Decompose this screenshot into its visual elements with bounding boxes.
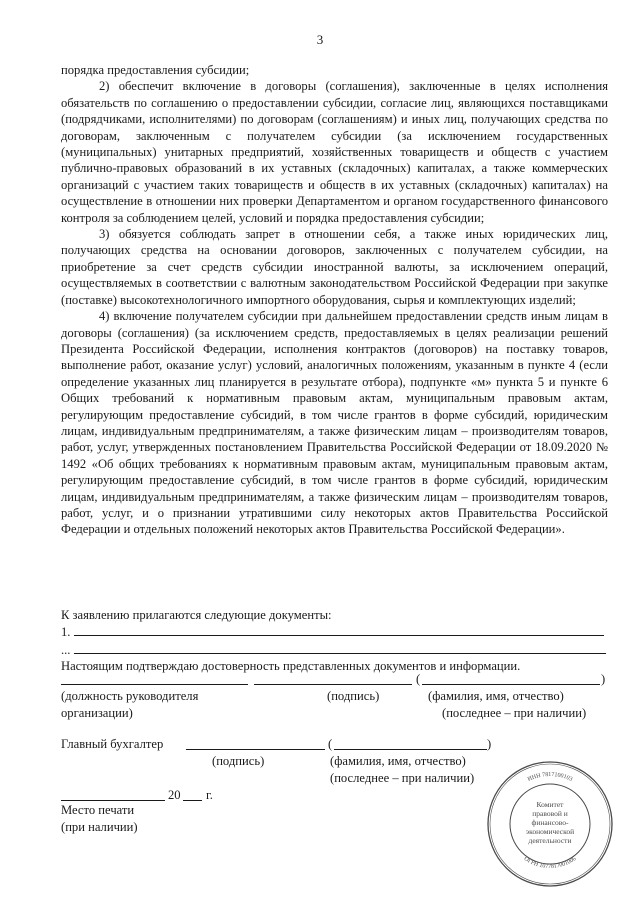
accountant-name-label: (фамилия, имя, отчество): [330, 754, 466, 768]
organization-stamp: [486, 760, 614, 888]
accountant-name-line: [334, 749, 487, 750]
confirmation-text: Настоящим подтверждаю достоверность представленных документов и информации.: [61, 659, 521, 674]
head-name-close-paren: ): [601, 672, 606, 686]
date-year-prefix: 20: [168, 788, 181, 802]
seal-note: (при наличии): [61, 820, 138, 834]
stamp-line-1: Комитет: [536, 800, 564, 809]
accountant-label: Главный бухгалтер: [61, 737, 164, 751]
attachment-number: 1.: [61, 625, 71, 640]
page-number: 3: [316, 32, 324, 47]
accountant-close-paren: ): [487, 737, 492, 751]
date-year-line: [183, 800, 202, 801]
stamp-line-3: финансово-: [531, 818, 569, 827]
attachment-item-1: [61, 623, 608, 640]
accountant-sign-label: (подпись): [212, 754, 265, 768]
stamp-line-2: правовой и: [532, 809, 568, 818]
position-label: (должность руководителя: [61, 689, 199, 703]
attachments-section: [61, 607, 608, 675]
accountant-open-paren: (: [328, 737, 333, 751]
stamp-line-5: деятельности: [528, 836, 572, 845]
attachment-ellipsis-line: [74, 641, 606, 654]
stamp-ogrn: ОГРН 1077817001006: [522, 856, 578, 871]
body-text: [61, 62, 608, 538]
head-signature-line: [254, 684, 412, 685]
seal-label: Место печати: [61, 803, 135, 817]
paragraph-continuation: порядка предоставления субсидии;: [61, 63, 250, 77]
date-year-suffix: г.: [206, 788, 213, 802]
stamp-inn: ИНН 7817100103: [526, 771, 574, 783]
head-name-label: (фамилия, имя, отчество): [428, 689, 564, 703]
attachment-ellipsis: ...: [61, 642, 71, 657]
date-day-month-line: [61, 800, 165, 801]
paragraph-item-3: 3) обязуется соблюдать запрет в отношении себя, а также иных юридических лиц, получающих средства на основании договоров, заключенных с получателем субсидии, на приобретение за счет средств субсидии иностранной валюты, за исключением операций, осуществляемых в соответствии с валютным законодательством Российской Федерации при закупке (поставке) высокотехнологичного импортного оборудования, сырья и комплектующих изделий;: [61, 227, 608, 307]
head-sign-label: (подпись): [327, 689, 380, 703]
paragraph-item-2: 2) обеспечит включение в договоры (соглашения), заключенные в целях исполнения обязательств по соглашению о предоставлении субсидии, согласие лиц, являющихся поставщиками (подрядчиками, исполнителями) по договорам (соглашениям) и иных лиц, получающих средства по договорам, заключенным с получателем субсидии (за исключением государственных (муниципальных) унитарных предприятий, хозяйственных товариществ и обществ с участием публично-правовых образований в их уставных (складочных) капиталах, а также коммерческих организаций с участием таких товариществ и обществ в их уставных (складочных) капиталах) на осуществление в отношении них проверки Департаментом и органом государственного финансового контроля за соблюдением целей, условий и порядка предоставления субсидии;: [61, 79, 608, 225]
position-fill-line: [61, 684, 248, 685]
paragraph-item-4: 4) включение получателем субсидии при дальнейшем предоставлении средств иным лицам в договоры (соглашения) (за исключением средств, предоставляемых в целях реализации решений Президента Российской Федерации, исполнения контрактов (договоров) на поставку товаров, выполнение работ, оказание услуг) условий, аналогичных положениям, указанным в пункте 4 (если определение указанных лиц планируется в результате отбора), подпункте «м» пункта 5 и пункте 6 Общих требований к нормативным правовым актам, муниципальным правовым актам, регулирующим предоставление субсидий, в том числе грантов в форме субсидий, юридическим лицам, индивидуальным предпринимателям, а также физическим лицам – производителям товаров, работ, услуг, утвержденных постановлением Правительства Российской Федерации от 18.09.2020 № 1492 «Об общих требованиях к нормативным правовым актам, муниципальным правовым актам, регулирующим предоставление субсидий, в том числе грантов в форме субсидий, юридическим лицам, индивидуальным предпринимателям, а также физическим лицам – производителям товаров, работ, услуг, и о признании утратившими силу некоторых актов Правительства Российской Федерации и отдельных положений некоторых актов Правительства Российской Федерации».: [61, 309, 608, 537]
attachments-intro: К заявлению прилагаются следующие документы:: [61, 608, 332, 622]
attachment-ellipsis-row: [61, 641, 608, 658]
head-name-open-paren: (: [416, 672, 421, 686]
head-name-note: (последнее – при наличии): [442, 706, 587, 720]
accountant-name-note: (последнее – при наличии): [330, 771, 475, 785]
position-label-2: организации): [61, 706, 133, 720]
accountant-signature-line: [186, 749, 325, 750]
head-name-line: [422, 684, 600, 685]
stamp-line-4: экономической: [525, 827, 575, 836]
attachment-fill-line: [74, 623, 604, 636]
